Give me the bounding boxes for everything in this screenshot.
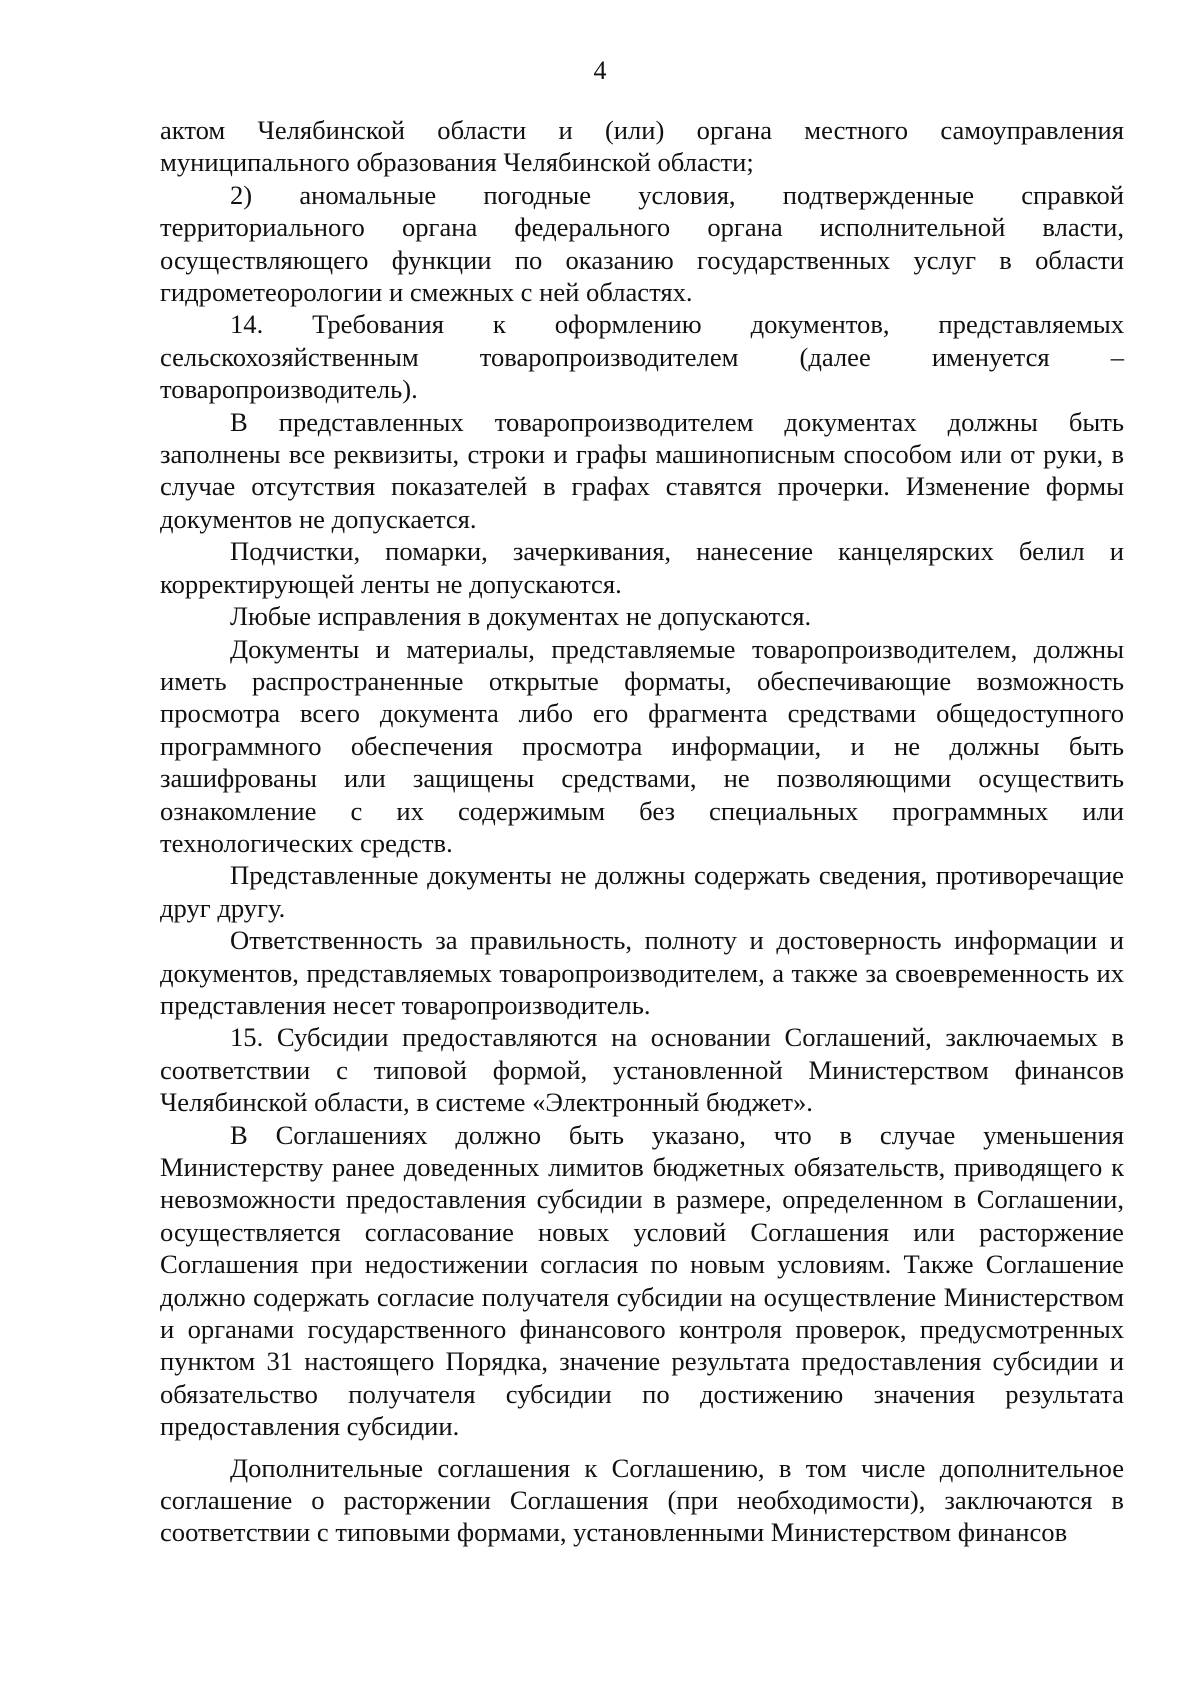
paragraph-additional-agreements: Дополнительные соглашения к Соглашению, в том числе дополнительное соглашение о расторжении Соглашения (при необходимости), заключаются в соответствии с типовыми формами, установленными Министерством финансов	[160, 1452, 1124, 1548]
paragraph-continuation: актом Челябинской области и (или) органа местного самоуправления муниципального образования Челябинской области;	[160, 115, 1124, 178]
paragraph-no-contradictions: Представленные документы не должны содержать сведения, противоречащие друг другу.	[160, 860, 1124, 923]
page-number: 4	[593, 56, 607, 85]
paragraph-responsibility: Ответственность за правильность, полноту и достоверность информации и документов, представляемых товаропроизводителем, а также за своевременность их представления несет товаропроизводитель.	[160, 925, 1124, 1020]
paragraph-item-2: 2) аномальные погодные условия, подтвержденные справкой территориального органа федерального органа исполнительной власти, осуществляющего функции по оказанию государственных услуг в области гидрометеорологии и смежных с ней областях.	[160, 179, 1124, 308]
document-body	[160, 114, 1124, 1549]
paragraph-file-formats: Документы и материалы, представляемые товаропроизводителем, должны иметь распространенные открытые форматы, обеспечивающие возможность просмотра всего документа либо его фрагмента средствами общедоступного программного обеспечения просмотра информации, и не должны быть зашифрованы или защищены средствами, не позволяющими осуществить ознакомление с их содержимым без специальных программных или технологических средств.	[160, 633, 1124, 858]
paragraph-documents-requirements: В представленных товаропроизводителем документах должны быть заполнены все реквизиты, строки и графы машинописным способом или от руки, в случае отсутствия показателей в графах ставятся прочерки. Изменение формы документов не допускается.	[160, 406, 1124, 534]
paragraph-section-15: 15. Субсидии предоставляются на основании Соглашений, заключаемых в соответствии с типовой формой, установленной Министерством финансов Челябинской области, в системе «Электронный бюджет».	[160, 1022, 1124, 1118]
paragraph-agreements-terms: В Соглашениях должно быть указано, что в случае уменьшения Министерству ранее доведенных лимитов бюджетных обязательств, приводящего к невозможности предоставления субсидии в размере, определенном в Соглашении, осуществляется согласование новых условий Соглашения или расторжение Соглашения при недостижении согласия по новым условиям. Также Соглашение должно содержать согласие получателя субсидии на осуществление Министерством и органами государственного финансового контроля проверок, предусмотренных пунктом 31 настоящего Порядка, значение результата предоставления субсидии и обязательство получателя субсидии по достижению значения результата предоставления субсидии.	[160, 1119, 1124, 1442]
paragraph-no-erasures: Подчистки, помарки, зачеркивания, нанесение канцелярских белил и корректирующей ленты не допускаются.	[160, 536, 1124, 599]
paragraph-section-14: 14. Требования к оформлению документов, представляемых сельскохозяйственным товаропроизводителем (далее именуется – товаропроизводитель).	[160, 309, 1124, 405]
paragraph-no-corrections: Любые исправления в документах не допускаются.	[230, 601, 812, 632]
